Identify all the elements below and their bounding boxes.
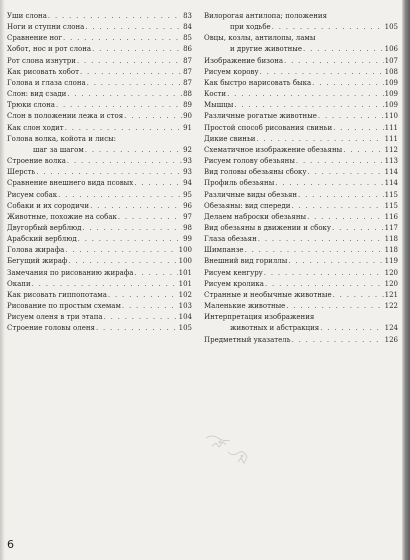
toc-entry-page: 118 xyxy=(384,235,398,244)
toc-dot-leader xyxy=(134,268,177,279)
toc-entry-title: Делаем наброски обезьяны xyxy=(204,212,307,221)
toc-entry-title: Замечания по рисованию жирафа xyxy=(7,268,134,277)
toc-entry-title: Шерсть xyxy=(7,168,36,177)
toc-dot-leader xyxy=(68,256,177,267)
toc-dot-leader xyxy=(303,44,384,55)
toc-dot-leader xyxy=(292,335,384,346)
toc-entry-page: 91 xyxy=(183,123,192,132)
toc-dot-leader xyxy=(272,22,384,33)
toc-dot-leader xyxy=(343,145,383,156)
toc-entry-title: Арабский верблюд xyxy=(7,235,77,244)
toc-entry-title: Как рисовать хобот xyxy=(7,67,79,76)
toc-entry-page: 89 xyxy=(183,101,192,110)
toc-entry xyxy=(204,290,398,301)
toc-entry-page: 100 xyxy=(178,246,192,255)
toc-entry-page: 118 xyxy=(384,246,398,255)
toc-entry-title: Различные виды обезьян xyxy=(204,190,298,199)
toc-entry-title: Строение головы оленя xyxy=(7,324,95,333)
toc-entry xyxy=(204,111,398,122)
toc-entry xyxy=(7,111,192,122)
binding-shadow xyxy=(0,0,5,560)
toc-entry-title: Вид головы обезьяны сбоку xyxy=(204,168,307,177)
toc-entry xyxy=(7,212,192,223)
toc-entry-page: 115 xyxy=(384,201,398,210)
toc-entry-title: Слон в положении лежа и стоя xyxy=(7,112,124,121)
faded-library-stamp xyxy=(198,418,268,478)
toc-dot-leader xyxy=(124,111,182,122)
toc-entry xyxy=(204,201,398,212)
toc-entry xyxy=(204,312,398,323)
toc-entry-page: 113 xyxy=(384,157,398,166)
toc-entry-page: 122 xyxy=(384,302,398,311)
toc-entry-page: 117 xyxy=(384,223,398,232)
toc-entry-title: Вид обезьяны в движении и сбоку xyxy=(204,223,332,232)
toc-entry-title: шаг за шагом xyxy=(33,145,84,154)
toc-entry xyxy=(7,78,192,89)
toc-entry xyxy=(7,33,192,44)
toc-entry xyxy=(204,178,398,189)
toc-entry xyxy=(204,190,398,201)
page-number: 6 xyxy=(7,538,14,551)
toc-entry xyxy=(204,145,398,156)
toc-entry-title: животных и абстракция xyxy=(230,324,320,333)
toc-dot-leader xyxy=(63,33,182,44)
toc-entry-title: Голова жирафа xyxy=(7,246,65,255)
toc-entry-title: и другие животные xyxy=(230,45,303,54)
toc-entry xyxy=(204,22,398,33)
toc-entry-title: Различные рогатые животные xyxy=(204,112,317,121)
toc-dot-leader xyxy=(298,190,384,201)
toc-entry-page: 114 xyxy=(384,168,398,177)
toc-entry-title: Вилорогая антилопа; положения xyxy=(204,12,327,20)
toc-entry-page: 92 xyxy=(183,145,192,154)
toc-entry xyxy=(7,145,192,156)
toc-entry xyxy=(204,33,398,44)
toc-dot-leader xyxy=(104,312,178,323)
toc-entry-title: Мышцы xyxy=(204,101,234,110)
toc-entry-title: Интерпретация изображения xyxy=(204,313,315,322)
toc-entry-title: Бегущий жираф xyxy=(7,257,68,266)
toc-dot-leader xyxy=(108,290,178,301)
toc-dot-leader xyxy=(312,78,383,89)
toc-right-column xyxy=(204,11,398,346)
toc-entry-title: Рисуем корову xyxy=(204,67,259,76)
toc-entry xyxy=(204,100,398,111)
toc-entry xyxy=(204,301,398,312)
toc-entry-title: Ноги и ступни слона xyxy=(7,23,85,32)
toc-entry xyxy=(204,123,398,134)
toc-entry-page: 109 xyxy=(384,90,398,99)
toc-dot-leader xyxy=(333,290,384,301)
toc-dot-leader xyxy=(260,67,384,78)
toc-dot-leader xyxy=(332,223,384,234)
toc-entry-page: 124 xyxy=(384,324,398,333)
toc-entry-page: 108 xyxy=(384,67,398,76)
toc-entry xyxy=(7,156,192,167)
toc-entry-page: 105 xyxy=(384,23,398,32)
toc-dot-leader xyxy=(258,234,384,245)
toc-dot-leader xyxy=(234,100,383,111)
toc-entry xyxy=(204,134,398,145)
toc-entry-page: 111 xyxy=(384,134,398,143)
toc-dot-leader xyxy=(275,178,383,189)
toc-entry-page: 90 xyxy=(183,112,192,121)
toc-dot-leader xyxy=(291,201,383,212)
toc-entry-page: 120 xyxy=(384,279,398,288)
toc-entry-title: Овцы, козлы, антилопы, ламы xyxy=(204,34,316,43)
toc-entry xyxy=(7,22,192,33)
toc-entry xyxy=(7,234,192,245)
toc-dot-leader xyxy=(90,201,182,212)
toc-entry-page: 87 xyxy=(183,78,192,87)
toc-entry-title: Сравнение внешнего вида псовых xyxy=(7,179,134,188)
toc-entry-title: Шимпанзе xyxy=(204,246,244,255)
toc-dot-leader xyxy=(320,323,383,334)
toc-entry-title: Голова волка, койота и лисы: xyxy=(7,134,117,143)
toc-dot-leader xyxy=(87,78,182,89)
toc-entry-title: Предметный указатель xyxy=(204,335,291,344)
toc-entry-title: Глаза обезьян xyxy=(204,235,257,244)
toc-entry-page: 99 xyxy=(183,235,192,244)
toc-entry-page: 112 xyxy=(384,145,398,154)
toc-entry xyxy=(7,67,192,78)
toc-entry-title: Строение волка xyxy=(7,157,66,166)
toc-entry xyxy=(7,279,192,290)
toc-entry xyxy=(204,212,398,223)
toc-entry xyxy=(7,44,192,55)
toc-dot-leader xyxy=(80,67,182,78)
toc-dot-leader xyxy=(122,301,178,312)
toc-entry-page: 126 xyxy=(384,335,398,344)
toc-dot-leader xyxy=(36,167,182,178)
toc-dot-leader xyxy=(65,123,182,134)
toc-entry-title: Схематичное изображение обезьяны xyxy=(204,145,343,154)
toc-entry-page: 102 xyxy=(178,290,192,299)
toc-entry-title: Рисуем голову обезьяны xyxy=(204,157,295,166)
toc-entry-title: Двугорбый верблюд xyxy=(7,223,82,232)
toc-entry-page: 101 xyxy=(178,268,192,277)
toc-entry-page: 97 xyxy=(183,212,192,221)
toc-entry-title: Рот слона изнутри xyxy=(7,56,76,65)
toc-entry-title: Кости xyxy=(204,90,227,99)
toc-entry xyxy=(204,89,398,100)
toc-dot-leader xyxy=(85,22,182,33)
toc-dot-leader xyxy=(245,245,384,256)
toc-dot-leader xyxy=(318,111,384,122)
toc-entry-page: 83 xyxy=(183,12,192,20)
toc-entry-page: 105 xyxy=(178,324,192,333)
toc-entry-page: 104 xyxy=(178,313,192,322)
toc-dot-leader xyxy=(308,167,384,178)
toc-entry-title: Слон: вид сзади xyxy=(7,90,67,99)
page-edge-shadow xyxy=(402,0,410,560)
toc-entry-page: 84 xyxy=(183,23,192,32)
toc-entry-title: Дикие свиньи xyxy=(204,134,256,143)
toc-entry xyxy=(7,56,192,67)
toc-entry xyxy=(7,178,192,189)
toc-entry-title: Уши слона xyxy=(7,12,47,20)
toc-dot-leader xyxy=(264,268,384,279)
toc-entry-title: Рисование по простым схемам xyxy=(7,302,121,311)
toc-entry-page: 95 xyxy=(183,190,192,199)
toc-dot-leader xyxy=(77,56,182,67)
toc-dot-leader xyxy=(227,89,384,100)
toc-entry xyxy=(204,323,398,334)
toc-entry xyxy=(204,223,398,234)
toc-entry-title: Странные и необычные животные xyxy=(204,290,332,299)
toc-entry-page: 100 xyxy=(178,257,192,266)
toc-entry xyxy=(204,335,398,346)
toc-entry-title: Как рисовать гиппопотама xyxy=(7,290,107,299)
toc-entry-title: Маленькие животные xyxy=(204,302,286,311)
toc-entry-page: 115 xyxy=(384,190,398,199)
toc-entry-page: 87 xyxy=(183,56,192,65)
toc-entry-title: Профиль обезьяны xyxy=(204,179,275,188)
toc-entry-title: Рисуем кенгуру xyxy=(204,268,263,277)
toc-dot-leader xyxy=(307,212,384,223)
toc-entry xyxy=(204,245,398,256)
toc-entry-page: 93 xyxy=(183,168,192,177)
toc-dot-leader xyxy=(96,323,178,334)
toc-entry-page: 120 xyxy=(384,268,398,277)
toc-dot-leader xyxy=(65,245,177,256)
toc-entry xyxy=(204,11,398,22)
toc-entry-title: Рисуем кролика xyxy=(204,279,264,288)
toc-entry xyxy=(7,11,192,22)
toc-entry xyxy=(7,223,192,234)
toc-entry-title: Внешний вид гориллы xyxy=(204,257,288,266)
toc-entry-page: 107 xyxy=(384,56,398,65)
toc-entry xyxy=(204,44,398,55)
toc-entry-title: Как слон ходит xyxy=(7,123,64,132)
toc-entry-page: 101 xyxy=(178,279,192,288)
toc-entry-page: 98 xyxy=(183,223,192,232)
toc-dot-leader xyxy=(78,234,182,245)
toc-entry-page: 94 xyxy=(183,179,192,188)
toc-dot-leader xyxy=(82,223,182,234)
toc-dot-leader xyxy=(296,156,384,167)
toc-dot-leader xyxy=(67,156,182,167)
toc-dot-leader xyxy=(265,279,384,290)
toc-entry xyxy=(7,167,192,178)
toc-entry xyxy=(7,89,192,100)
toc-entry xyxy=(204,67,398,78)
toc-entry-page: 96 xyxy=(183,201,192,210)
toc-entry-page: 109 xyxy=(384,78,398,87)
toc-entry-title: Собаки и их сородичи xyxy=(7,201,90,210)
toc-entry-title: Рисуем оленя в три этапа xyxy=(7,313,103,322)
toc-dot-leader xyxy=(56,100,182,111)
toc-entry xyxy=(7,201,192,212)
toc-entry-page: 116 xyxy=(384,212,398,221)
toc-entry-title: Как быстро нарисовать быка xyxy=(204,78,312,87)
toc-dot-leader xyxy=(48,11,182,22)
toc-dot-leader xyxy=(288,256,383,267)
toc-entry xyxy=(7,245,192,256)
toc-dot-leader xyxy=(333,123,384,134)
toc-entry xyxy=(7,323,192,334)
toc-entry-page: 119 xyxy=(384,257,398,266)
toc-entry xyxy=(7,290,192,301)
toc-entry-page: 86 xyxy=(183,45,192,54)
toc-entry xyxy=(7,301,192,312)
toc-dot-leader xyxy=(58,190,182,201)
toc-dot-leader xyxy=(134,178,182,189)
toc-dot-leader xyxy=(284,56,384,67)
toc-entry xyxy=(204,56,398,67)
toc-entry-title: Голова и глаза слона xyxy=(7,78,86,87)
toc-left-column xyxy=(7,11,192,335)
toc-entry xyxy=(204,156,398,167)
toc-entry xyxy=(204,268,398,279)
toc-entry xyxy=(7,134,192,145)
toc-entry xyxy=(7,312,192,323)
toc-entry-title: Рисуем собак xyxy=(7,190,58,199)
toc-entry-page: 114 xyxy=(384,179,398,188)
toc-entry xyxy=(204,167,398,178)
toc-entry-page: 121 xyxy=(384,290,398,299)
toc-entry xyxy=(7,190,192,201)
toc-dot-leader xyxy=(32,279,178,290)
toc-entry-title: Трюки слона xyxy=(7,101,55,110)
toc-entry xyxy=(204,279,398,290)
toc-entry xyxy=(7,256,192,267)
toc-entry xyxy=(7,123,192,134)
toc-entry-page: 85 xyxy=(183,34,192,43)
toc-dot-leader xyxy=(92,44,182,55)
toc-entry xyxy=(204,234,398,245)
toc-entry xyxy=(204,256,398,267)
toc-entry-title: Окапи xyxy=(7,279,31,288)
toc-entry-title: Животные, похожие на собак xyxy=(7,212,117,221)
toc-entry-page: 88 xyxy=(183,90,192,99)
toc-dot-leader xyxy=(286,301,383,312)
toc-entry-title: Обезьяны: вид спереди xyxy=(204,201,291,210)
toc-entry xyxy=(7,268,192,279)
toc-entry-page: 93 xyxy=(183,157,192,166)
toc-entry xyxy=(204,78,398,89)
toc-entry xyxy=(7,100,192,111)
toc-entry-page: 87 xyxy=(183,67,192,76)
toc-entry-page: 110 xyxy=(384,112,398,121)
toc-entry-title: при ходьбе xyxy=(230,23,271,32)
toc-entry-title: Изображение бизона xyxy=(204,56,284,65)
toc-dot-leader xyxy=(85,145,182,156)
toc-dot-leader xyxy=(118,212,182,223)
toc-entry-page: 109 xyxy=(384,101,398,110)
toc-entry-page: 103 xyxy=(178,302,192,311)
toc-entry-title: Хобот, нос и рот слона xyxy=(7,45,92,54)
toc-dot-leader xyxy=(256,134,383,145)
toc-entry-page: 106 xyxy=(384,45,398,54)
toc-dot-leader xyxy=(67,89,182,100)
toc-entry-title: Простой способ рисования свиньи xyxy=(204,123,333,132)
toc-entry-page: 111 xyxy=(384,123,398,132)
toc-entry-title: Сравнение ног xyxy=(7,34,63,43)
